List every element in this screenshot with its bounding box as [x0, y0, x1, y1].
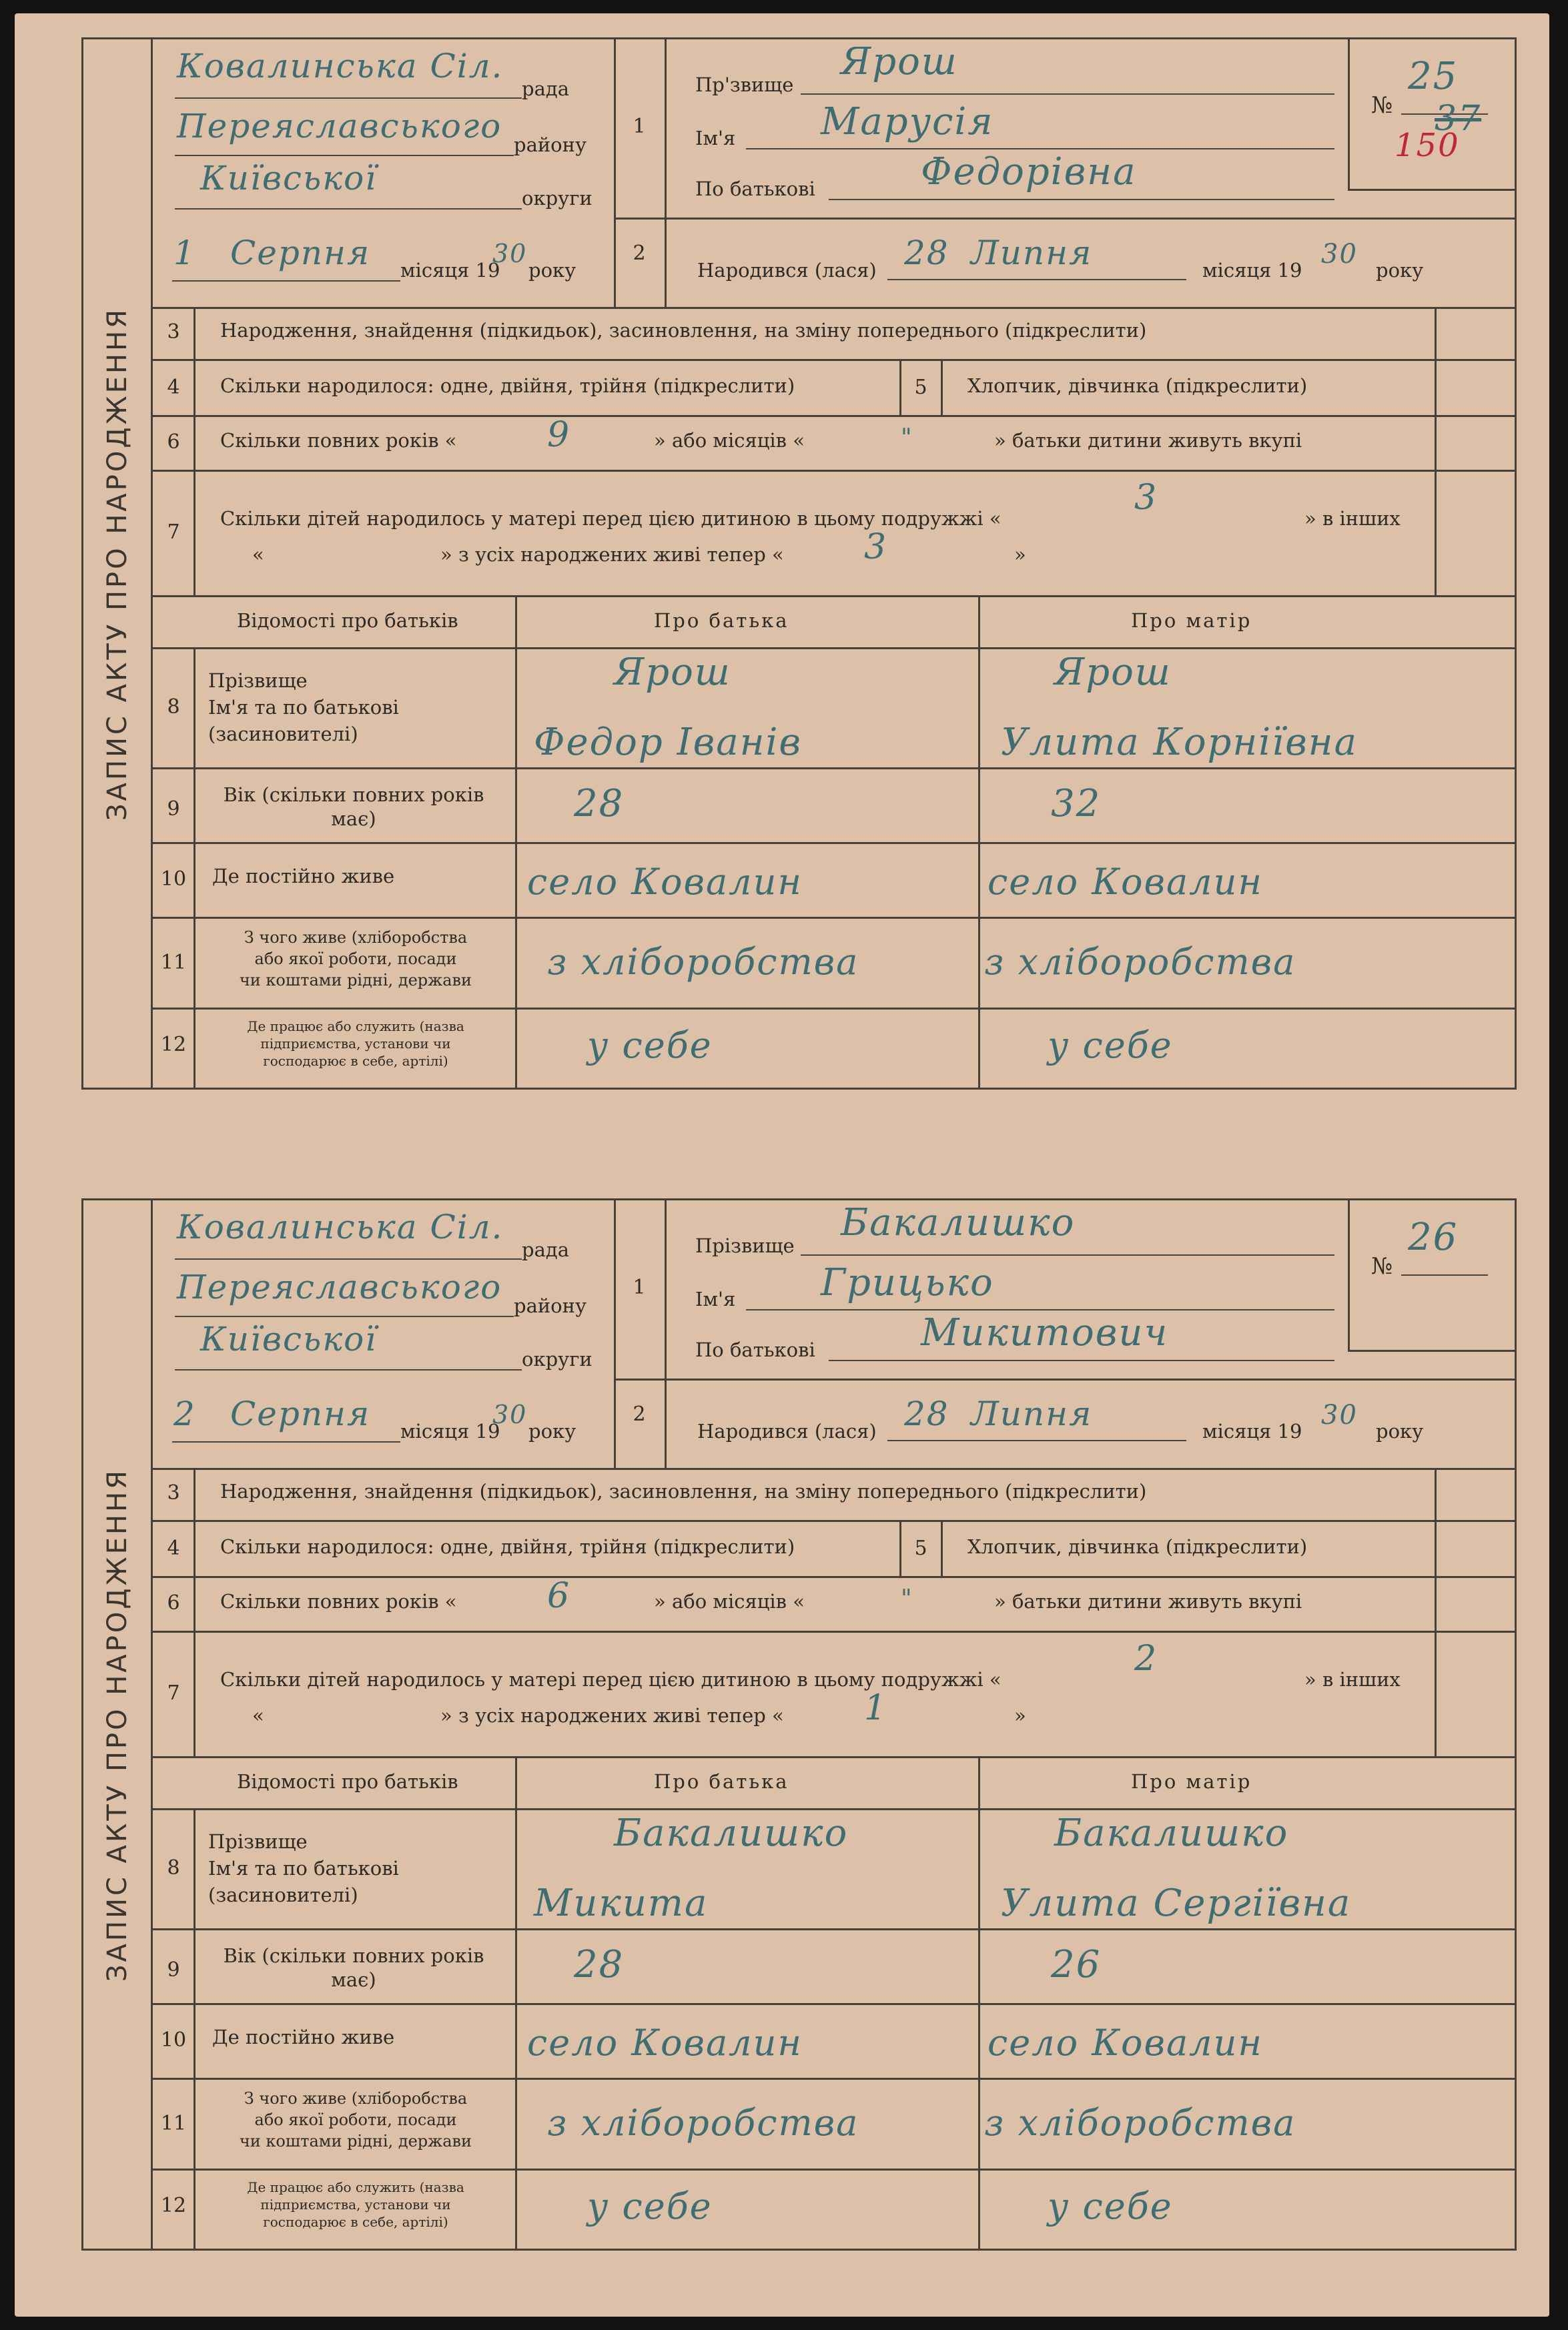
council-name: Ковалинська Сіл. — [177, 1208, 504, 1246]
child-surname: Ярош — [841, 40, 958, 83]
born-year: 30 — [1321, 1400, 1358, 1431]
born-year-label: року — [1376, 259, 1424, 282]
row7-line2-a: « — [252, 1704, 264, 1727]
okruha-name: Київської — [200, 1320, 378, 1358]
label-line: Прізвище — [208, 669, 308, 692]
row3-text: Народження, знайдення (підкидьок), засиновлення, на зміну попереднього (підкреслити) — [220, 1480, 1147, 1503]
child-name-label: Ім'я — [695, 1288, 736, 1310]
row4-text: Скільки народилося: одне, двійня, трійня (підкреслити) — [220, 374, 795, 397]
rada-label: рада — [522, 1238, 569, 1261]
born-month: Липня — [971, 1395, 1093, 1433]
cohabitation-years: 9 — [547, 415, 571, 455]
mother-age: 26 — [1051, 1943, 1102, 1986]
child-name: Грицько — [821, 1261, 994, 1304]
mother-column-header: Про матір — [1131, 1770, 1252, 1793]
record-title-vertical: ЗАПИС АКТУ ПРО НАРОДЖЕННЯ — [102, 306, 133, 821]
row-number: 3 — [167, 320, 180, 344]
father-residence: село Ковалин — [527, 861, 803, 903]
label-line: (засиновителі) — [208, 1884, 358, 1906]
row5-text: Хлопчик, дівчинка (підкреслити) — [967, 374, 1308, 397]
row-number: 7 — [167, 520, 180, 544]
row6-label-b: » або місяців « — [654, 1590, 805, 1613]
birth-record-form — [0, 0, 1568, 1134]
label-line: Вік (скільки повних років — [223, 783, 484, 806]
father-column-header: Про батька — [654, 609, 789, 632]
born-label: Народився (лася) — [697, 1420, 877, 1443]
born-day: 28 — [904, 234, 949, 272]
row-number: 9 — [167, 1958, 180, 1982]
father-name: Микита — [534, 1882, 709, 1925]
father-workplace: у себе — [587, 1024, 713, 1066]
birth-record-form — [0, 1161, 1568, 2295]
child-surname-label: Прізвище — [695, 1234, 795, 1257]
row4-text: Скільки народилося: одне, двійня, трійня (підкреслити) — [220, 1535, 795, 1558]
row7-line2-b: » з усіх народжених живі тепер « — [440, 1704, 784, 1727]
label-line: господарює в себе, артілі) — [263, 1053, 448, 1069]
mother-workplace: у себе — [1048, 1024, 1173, 1066]
label-line: (засиновителі) — [208, 723, 358, 745]
okruha-label: округи — [522, 1348, 593, 1371]
record-number: 26 — [1408, 1216, 1459, 1259]
parents-info-header: Відомості про батьків — [237, 1770, 458, 1793]
row7-line1: Скільки дітей народилось у матері перед цією дитиною в цьому подружжі « — [220, 1668, 1002, 1691]
born-day: 28 — [904, 1395, 949, 1433]
row6-label-a: Скільки повних років « — [220, 1590, 457, 1613]
father-age: 28 — [574, 782, 625, 825]
row7-line2-a: « — [252, 543, 264, 566]
father-livelihood: з хліборобства — [547, 2102, 859, 2144]
label-line: підприємства, установи чи — [260, 1036, 451, 1052]
mother-workplace: у себе — [1048, 2185, 1173, 2227]
row-number: 11 — [160, 951, 187, 974]
label-line: або якої роботи, посади — [254, 949, 457, 968]
children-alive: 3 — [864, 527, 888, 567]
row5-text: Хлопчик, дівчинка (підкреслити) — [967, 1535, 1308, 1558]
row6-label-c: » батьки дитини живуть вкупі — [994, 1590, 1302, 1613]
row-number: 6 — [167, 430, 180, 454]
row-number: 5 — [914, 1537, 927, 1560]
registration-year-label: року — [528, 1420, 576, 1443]
father-column-header: Про батька — [654, 1770, 789, 1793]
label-line: Де постійно живе — [212, 2026, 395, 2048]
registration-month-label: місяця 19 — [400, 259, 500, 282]
row6-label-a: Скільки повних років « — [220, 429, 457, 452]
red-record-number: 150 — [1395, 127, 1460, 164]
row7-line1: Скільки дітей народилось у матері перед цією дитиною в цьому подружжі « — [220, 507, 1002, 530]
row-number: 4 — [167, 1537, 180, 1560]
row7-line2-c: » — [1014, 543, 1026, 566]
okruha-name: Київської — [200, 159, 378, 198]
okruha-label: округи — [522, 187, 593, 210]
row-number: 3 — [167, 1481, 180, 1505]
mother-name: Улита Корніївна — [1001, 721, 1358, 764]
row-number: 9 — [167, 797, 180, 821]
row7-line2-b: » з усіх народжених живі тепер « — [440, 543, 784, 566]
child-name-label: Ім'я — [695, 127, 736, 149]
children-alive: 1 — [864, 1688, 888, 1728]
mother-column-header: Про матір — [1131, 609, 1252, 632]
row-number: 8 — [167, 1856, 180, 1880]
row3-text: Народження, знайдення (підкидьок), засиновлення, на зміну попереднього (підкреслити) — [220, 319, 1147, 342]
mother-residence: село Ковалин — [988, 2022, 1263, 2064]
record-number-label: № — [1371, 1253, 1393, 1280]
born-month: Липня — [971, 234, 1093, 272]
row-number: 4 — [167, 376, 180, 399]
born-label: Народився (лася) — [697, 259, 877, 282]
born-month-label: місяця 19 — [1202, 1420, 1302, 1443]
raion-name: Переяславського — [177, 107, 502, 145]
registration-day: 2 — [173, 1395, 196, 1433]
child-patronymic-label: По батькові — [695, 177, 815, 200]
child-patronymic: Федорівна — [921, 150, 1137, 193]
label-line: має) — [331, 1968, 376, 1991]
registration-year-label: року — [528, 259, 576, 282]
crossed-record-number: 37 — [1435, 99, 1482, 139]
father-age: 28 — [574, 1943, 625, 1986]
birth-record-top — [0, 0, 1568, 1134]
row-number: 10 — [160, 867, 187, 891]
birth-record-bottom — [0, 1156, 1568, 2290]
mother-age: 32 — [1051, 782, 1102, 825]
child-name: Марусія — [821, 100, 994, 143]
row6-label-b: » або місяців « — [654, 429, 805, 452]
father-workplace: у себе — [587, 2185, 713, 2227]
father-residence: село Ковалин — [527, 2022, 803, 2064]
child-patronymic-label: По батькові — [695, 1338, 815, 1361]
council-name: Ковалинська Сіл. — [177, 47, 504, 85]
row-number: 10 — [160, 2028, 187, 2052]
label-line: господарює в себе, артілі) — [263, 2214, 448, 2230]
label-line: підприємства, установи чи — [260, 2197, 451, 2213]
label-line: має) — [331, 807, 376, 830]
mother-surname: Ярош — [1054, 651, 1172, 694]
row-number: 8 — [167, 695, 180, 719]
cohabitation-months: " — [901, 424, 913, 452]
mother-name: Улита Сергіївна — [1001, 1882, 1352, 1925]
row-number: 12 — [160, 2194, 187, 2217]
label-line: Прізвище — [208, 1830, 308, 1853]
label-line: Де працює або служить (назва — [247, 2179, 464, 2195]
row6-label-c: » батьки дитини живуть вкупі — [994, 429, 1302, 452]
label-line: Вік (скільки повних років — [223, 1944, 484, 1967]
raion-label: району — [514, 133, 587, 156]
born-month-label: місяця 19 — [1202, 259, 1302, 282]
father-surname: Ярош — [614, 651, 731, 694]
raion-name: Переяславського — [177, 1268, 502, 1306]
child-surname: Бакалишко — [841, 1201, 1076, 1244]
row-number: 12 — [160, 1033, 187, 1056]
row-number: 11 — [160, 2112, 187, 2135]
label-line: Де постійно живе — [212, 865, 395, 887]
parents-info-header: Відомості про батьків — [237, 609, 458, 632]
label-line: Ім'я та по батькові — [208, 1857, 399, 1880]
row-number: 5 — [914, 376, 927, 399]
label-line: чи коштами рідні, держави — [239, 2132, 472, 2151]
label-line: З чого живе (хліборобства — [244, 928, 468, 947]
father-surname: Бакалишко — [614, 1812, 849, 1855]
born-year: 30 — [1321, 239, 1358, 270]
children-in-marriage: 3 — [1134, 478, 1158, 518]
row-number: 6 — [167, 1591, 180, 1615]
registration-year: 30 — [492, 239, 528, 268]
registration-year: 30 — [492, 1400, 528, 1429]
registration-month: Серпня — [230, 1395, 371, 1433]
label-line: Ім'я та по батькові — [208, 696, 399, 719]
mother-livelihood: з хліборобства — [984, 2102, 1296, 2144]
record-number: 25 — [1408, 55, 1459, 98]
row-number: 2 — [633, 242, 646, 265]
label-line: З чого живе (хліборобства — [244, 2089, 468, 2108]
mother-livelihood: з хліборобства — [984, 941, 1296, 983]
row-number: 1 — [633, 1276, 646, 1299]
raion-label: району — [514, 1294, 587, 1317]
father-name: Федор Іванів — [534, 721, 802, 764]
row-number: 2 — [633, 1403, 646, 1426]
label-line: чи коштами рідні, держави — [239, 971, 472, 990]
cohabitation-months: " — [901, 1585, 913, 1613]
row7-line1-end: » в інших — [1304, 507, 1401, 530]
child-surname-label: Пр'звище — [695, 73, 794, 96]
cohabitation-years: 6 — [547, 1576, 571, 1616]
registration-day: 1 — [173, 234, 196, 272]
row7-line2-c: » — [1014, 1704, 1026, 1727]
row-number: 7 — [167, 1681, 180, 1705]
mother-residence: село Ковалин — [988, 861, 1263, 903]
father-livelihood: з хліборобства — [547, 941, 859, 983]
mother-surname: Бакалишко — [1054, 1812, 1289, 1855]
registration-month-label: місяця 19 — [400, 1420, 500, 1443]
child-patronymic: Микитович — [921, 1311, 1169, 1354]
record-title-vertical: ЗАПИС АКТУ ПРО НАРОДЖЕННЯ — [102, 1467, 133, 1982]
label-line: або якої роботи, посади — [254, 2110, 457, 2129]
record-number-label: № — [1371, 92, 1393, 119]
rada-label: рада — [522, 77, 569, 100]
label-line: Де працює або служить (назва — [247, 1018, 464, 1034]
row7-line1-end: » в інших — [1304, 1668, 1401, 1691]
registration-month: Серпня — [230, 234, 371, 272]
row-number: 1 — [633, 115, 646, 138]
children-in-marriage: 2 — [1134, 1639, 1158, 1679]
born-year-label: року — [1376, 1420, 1424, 1443]
